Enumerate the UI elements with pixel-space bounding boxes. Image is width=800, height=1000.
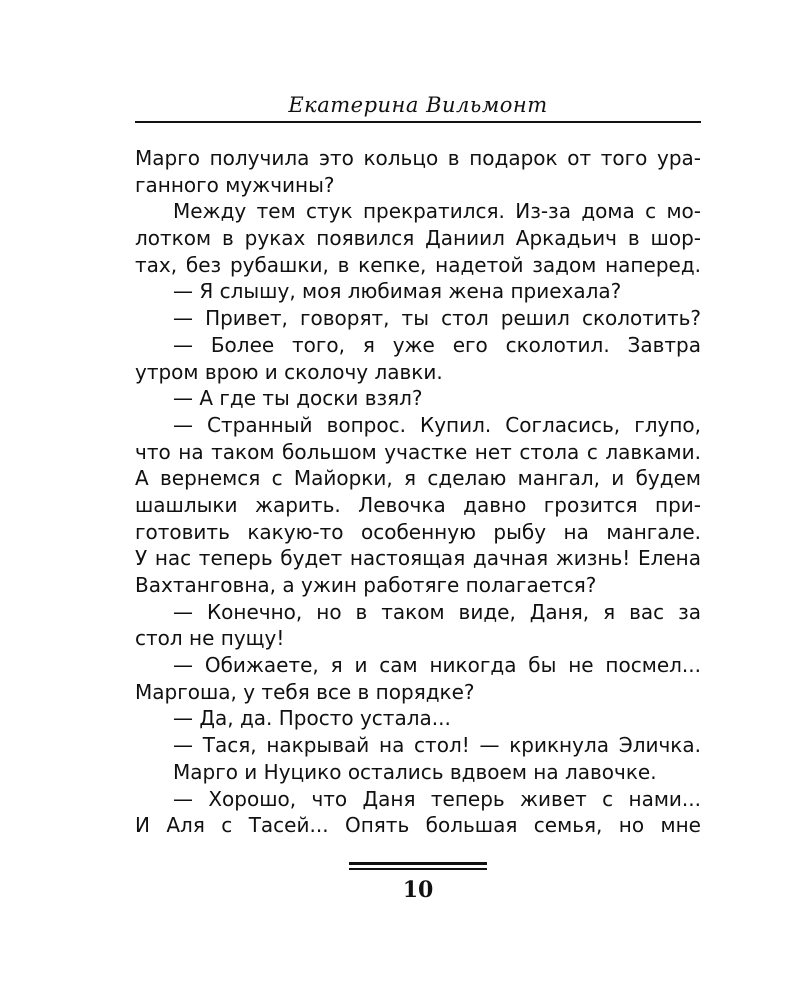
body-text [135, 145, 701, 839]
text-line: — Обижаете, я и сам никогда бы не посмел... [173, 653, 701, 678]
footer-double-rule [349, 862, 487, 870]
text-line: тах, без рубашки, в кепке, надетой задом наперед. [135, 252, 701, 277]
text-line: Вахтанговна, а ужин работяге полагается? [135, 573, 597, 597]
text-line: — Более того, я уже его сколотил. Завтра [173, 332, 701, 357]
text-line: шашлыки жарить. Левочка давно грозится при- [135, 492, 701, 517]
page-number: 10 [402, 877, 434, 903]
text-line: А вернемся с Майорки, я сделаю мангал, и будем [135, 466, 701, 491]
text-line: — Тася, накрывай на стол! — крикнула Эличка. [173, 733, 701, 758]
text-line: что на таком большом участке нет стола с лавками. [135, 439, 701, 464]
text-line: лотком в руках появился Даниил Аркадьич в шор- [135, 226, 701, 251]
text-line: готовить какую-то особенную рыбу на мангале. [135, 519, 701, 544]
text-line: — Странный вопрос. Купил. Согласись, глупо, [173, 412, 701, 437]
text-line: — Хорошо, что Даня теперь живет с нами... [173, 786, 701, 811]
running-head-author: Екатерина Вильмонт [288, 93, 548, 117]
header-rule [135, 121, 701, 123]
text-line: — Я слышу, моя любимая жена приехала? [173, 279, 622, 304]
text-line: И Аля с Тасей... Опять большая семья, но мне [135, 813, 701, 838]
text-line: стол не пущу! [135, 626, 285, 651]
text-line: ганного мужчины? [135, 172, 335, 197]
text-line: — Привет, говорят, ты стол решил сколотить? [173, 306, 701, 331]
text-line: Между тем стук прекратился. Из-за дома с мо- [173, 199, 701, 224]
text-line: — Конечно, но в таком виде, Даня, я вас за [173, 599, 701, 624]
text-line: — Да, да. Просто устала... [173, 706, 451, 731]
text-line: утром врою и сколочу лавки. [135, 359, 443, 384]
text-line: — А где ты доски взял? [173, 386, 423, 411]
text-line: Маргоша, у тебя все в порядке? [135, 679, 475, 704]
text-line: Марго получила это кольцо в подарок от того ура- [135, 146, 701, 170]
text-line: Марго и Нуцико остались вдвоем на лавочке. [173, 759, 657, 784]
text-line: У нас теперь будет настоящая дачная жизнь! Елена [135, 546, 701, 571]
